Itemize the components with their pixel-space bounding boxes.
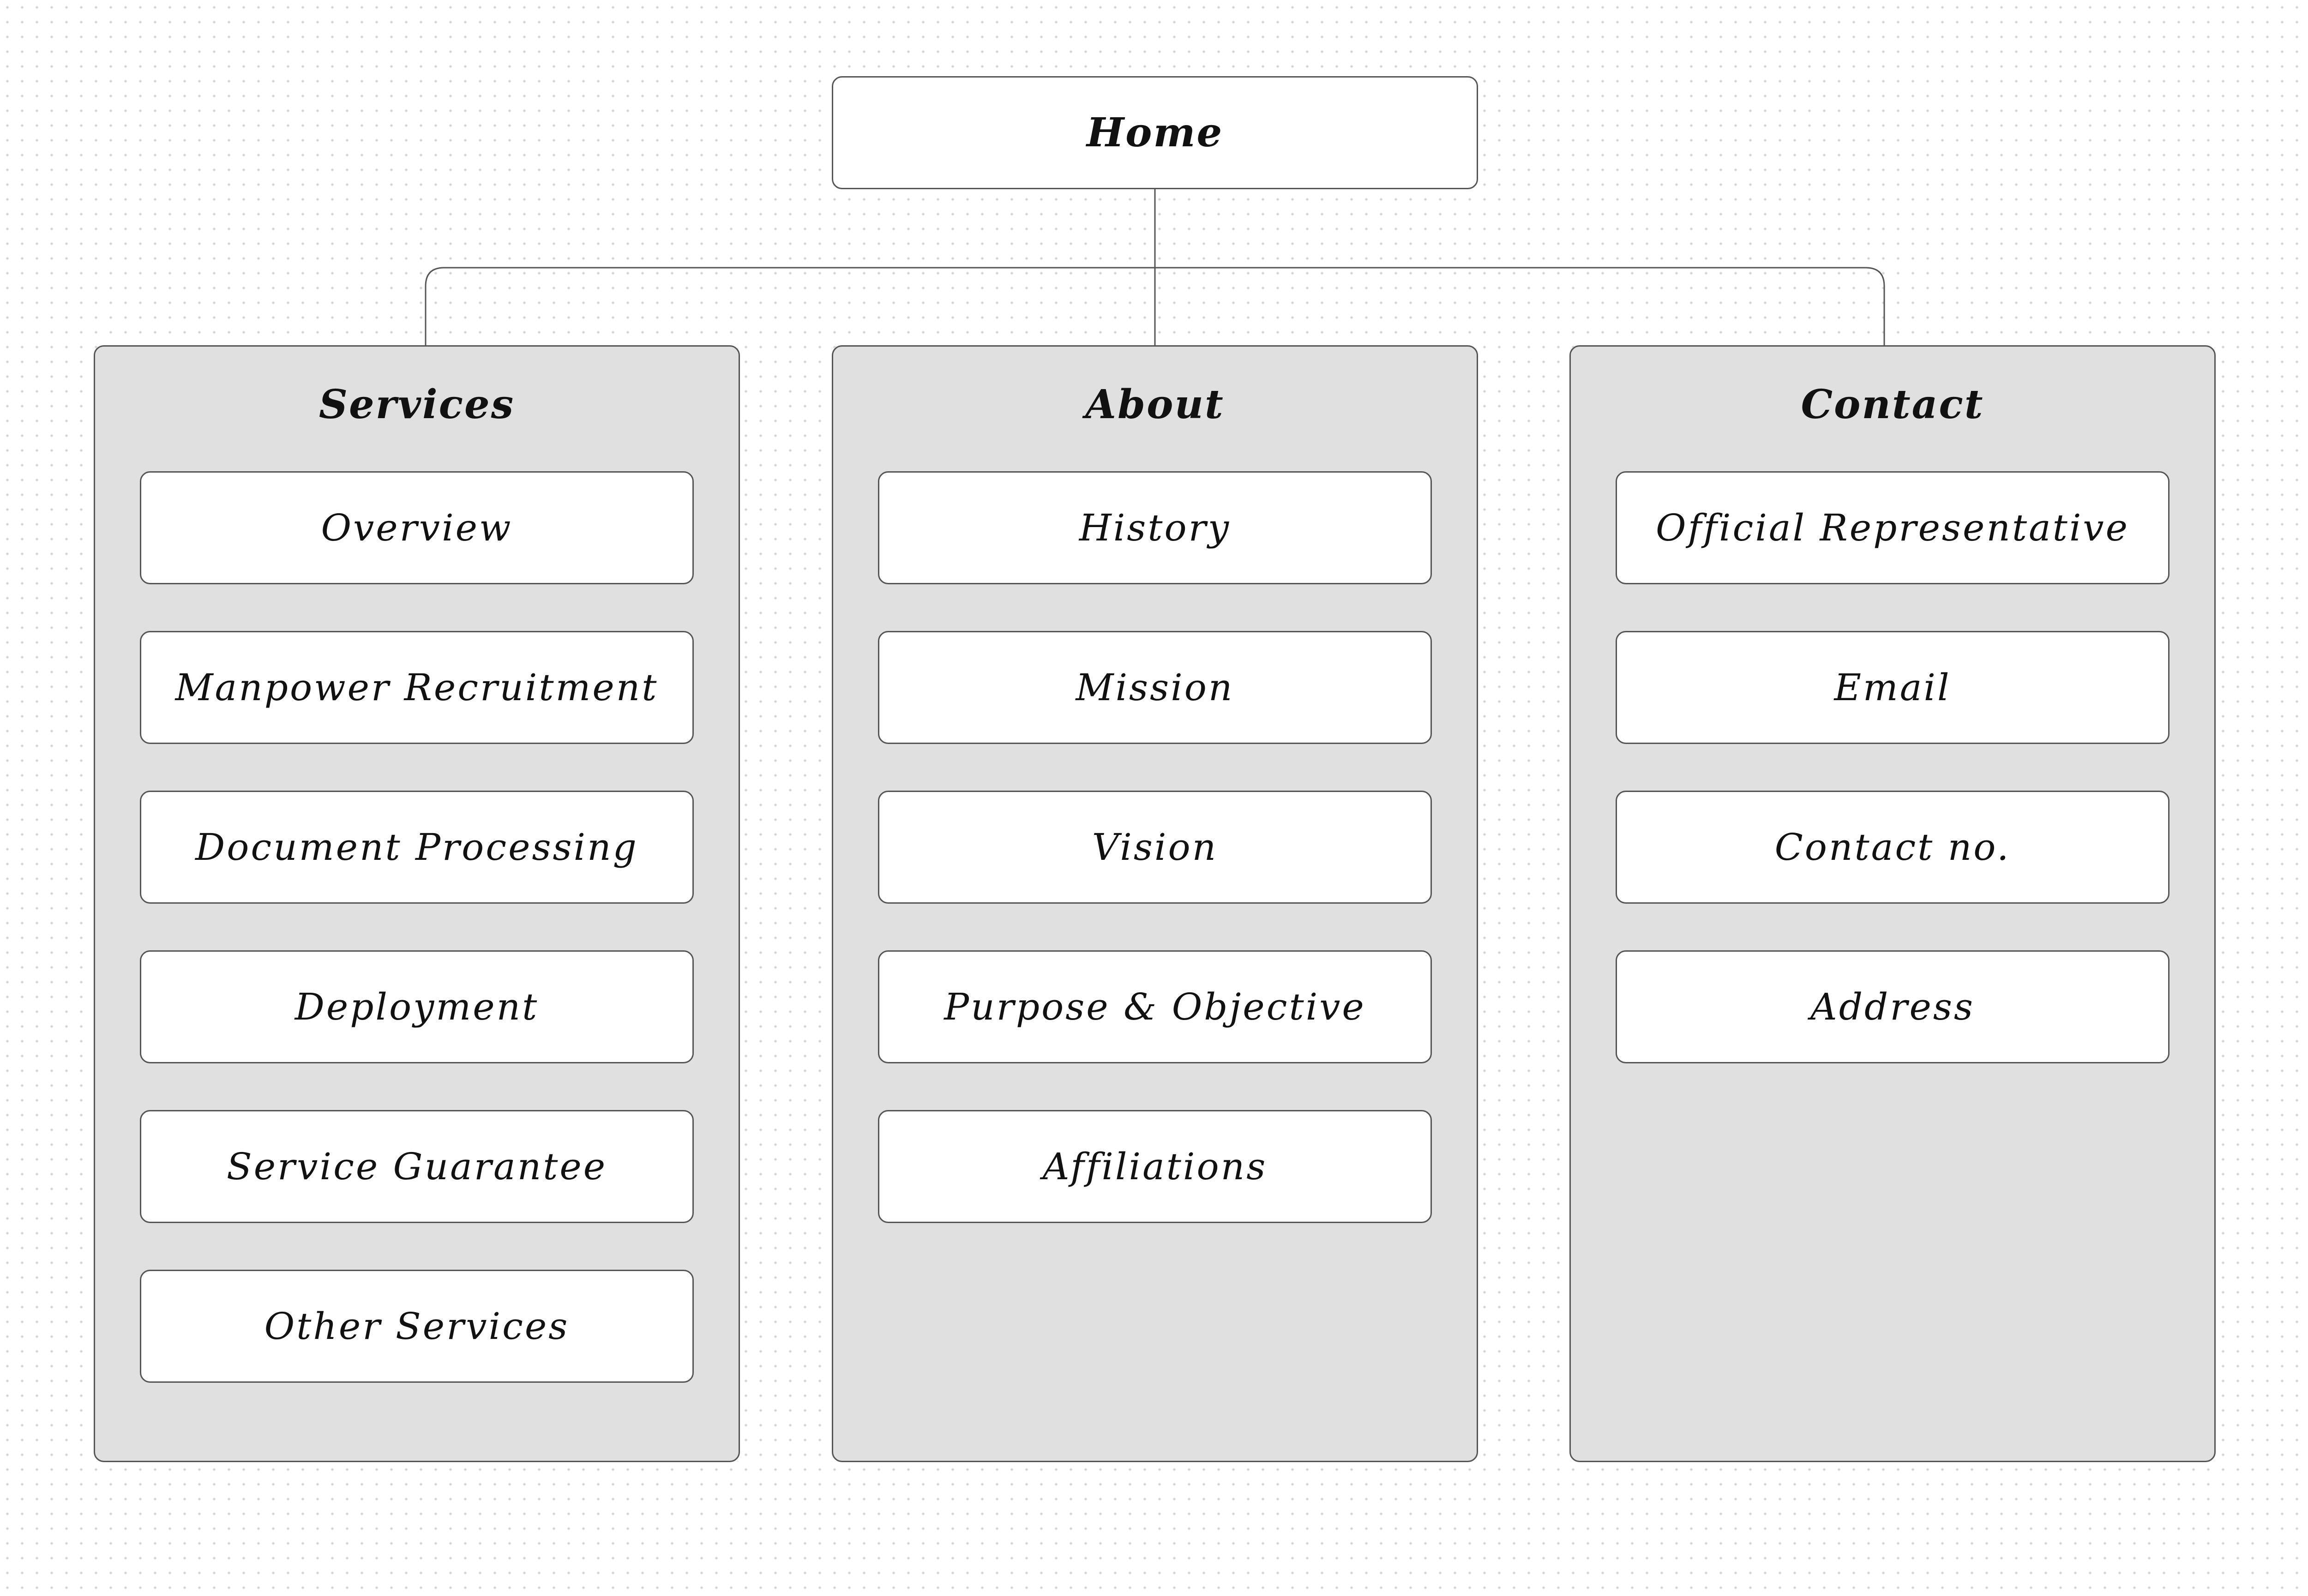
node-label: Purpose & Objective	[944, 985, 1366, 1028]
node-other-services[interactable]	[140, 1270, 694, 1383]
node-purpose-objective[interactable]	[878, 950, 1432, 1063]
services-column	[94, 345, 740, 1462]
node-label: Mission	[1076, 666, 1234, 709]
contact-column	[1569, 345, 2216, 1462]
node-official-representative[interactable]	[1616, 471, 2170, 584]
node-label: Email	[1834, 666, 1951, 709]
node-label: History	[1079, 506, 1231, 549]
node-overview[interactable]	[140, 471, 694, 584]
node-label: Document Processing	[195, 826, 638, 869]
about-column	[832, 345, 1478, 1462]
about-title: About	[1085, 381, 1225, 428]
node-label: Address	[1810, 985, 1975, 1028]
contact-title: Contact	[1801, 381, 1984, 428]
services-title: Services	[319, 381, 515, 428]
home-node[interactable]	[832, 76, 1478, 189]
node-contact-no[interactable]	[1616, 791, 2170, 904]
node-label: Service Guarantee	[226, 1145, 607, 1188]
node-manpower-recruitment[interactable]	[140, 631, 694, 744]
node-label: Overview	[321, 506, 513, 549]
node-service-guarantee[interactable]	[140, 1110, 694, 1223]
home-label: Home	[1086, 109, 1224, 156]
node-address[interactable]	[1616, 950, 2170, 1063]
node-label: Affiliations	[1042, 1145, 1268, 1188]
node-history[interactable]	[878, 471, 1432, 584]
node-label: Contact no.	[1774, 826, 2011, 869]
node-deployment[interactable]	[140, 950, 694, 1063]
node-affiliations[interactable]	[878, 1110, 1432, 1223]
node-document-processing[interactable]	[140, 791, 694, 904]
node-email[interactable]	[1616, 631, 2170, 744]
node-label: Deployment	[295, 985, 539, 1028]
node-mission[interactable]	[878, 631, 1432, 744]
node-label: Other Services	[264, 1305, 570, 1348]
node-label: Manpower Recruitment	[175, 666, 659, 709]
node-vision[interactable]	[878, 791, 1432, 904]
node-label: Official Representative	[1656, 506, 2129, 549]
node-label: Vision	[1092, 826, 1218, 869]
